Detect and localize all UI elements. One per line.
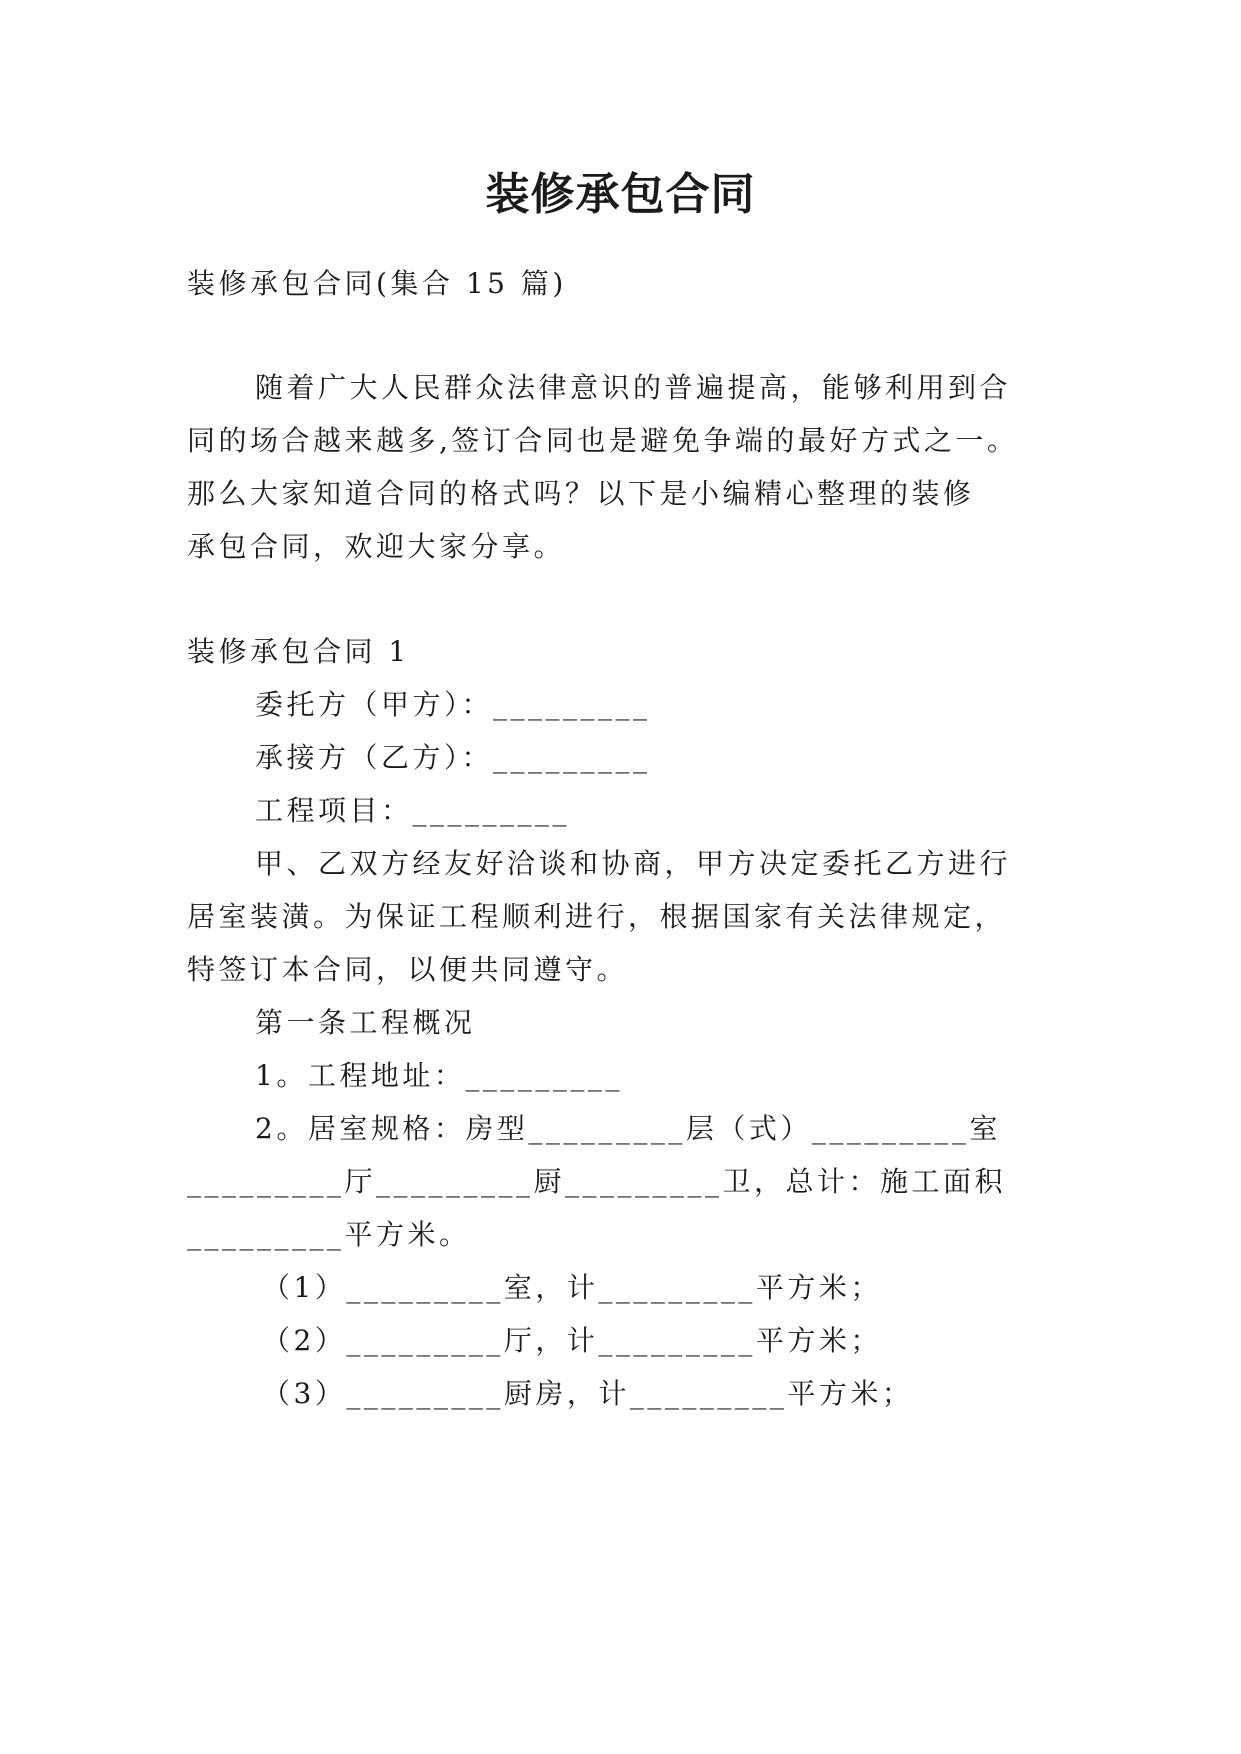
preamble-line-1: 甲、乙双方经友好洽谈和协商，甲方决定委托乙方进行 [255,847,1012,880]
preamble-line-2: 居室装潢。为保证工程顺利进行，根据国家有关法律规定， [187,900,1007,933]
sub-item-2: （2）_________厅，计_________平方米； [262,1324,882,1357]
sub-item-3: （3）_________厨房，计_________平方米； [262,1377,914,1410]
document-subtitle: 装修承包合同(集合 15 篇) [187,267,567,300]
article-heading: 第一条工程概况 [255,1006,476,1039]
party-b-field: 承接方（乙方）：_________ [255,741,651,774]
item-1-address: 1。工程地址：_________ [255,1059,623,1092]
sub-item-1: （1）_________室，计_________平方米； [262,1271,882,1304]
preamble-line-3: 特签订本合同，以便共同遵守。 [187,953,629,986]
intro-line-3: 那么大家知道合同的格式吗？以下是小编精心整理的装修 [187,477,975,510]
item-2-line-3: _________平方米。 [187,1218,471,1251]
party-a-field: 委托方（甲方）：_________ [255,688,651,721]
intro-line-2: 同的场合越来越多,签订合同也是避免争端的最好方式之一。 [187,424,1019,457]
intro-line-4: 承包合同，欢迎大家分享。 [187,530,566,563]
item-2-line-1: 2。居室规格：房型_________层（式）_________室 [255,1112,1001,1145]
intro-line-1: 随着广大人民群众法律意识的普遍提高，能够利用到合 [255,371,1012,404]
document-title: 装修承包合同 [485,169,756,220]
item-2-line-2: _________厅_________厨_________卫，总计：施工面积 [187,1165,1007,1198]
section-heading: 装修承包合同 1 [187,635,410,668]
project-field: 工程项目：_________ [255,794,571,827]
